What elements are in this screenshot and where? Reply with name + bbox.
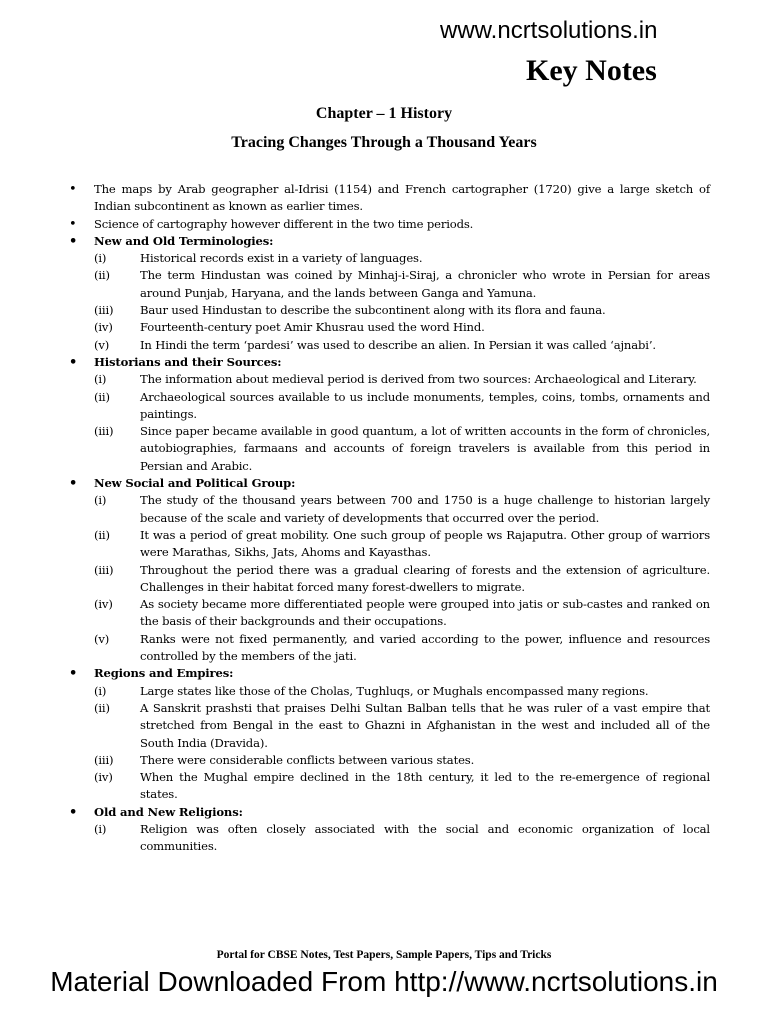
item-text: Since paper became available in good quantum, a lot of written accounts in the form of chronicles, autobiographies, farmaans and accounts of foreign travelers is available from this period in Persian and Arabic. bbox=[140, 424, 710, 473]
list-item bbox=[62, 492, 710, 527]
list-item bbox=[62, 250, 710, 267]
item-number: (i) bbox=[94, 372, 107, 387]
list-item bbox=[62, 752, 710, 769]
item-number: (iv) bbox=[94, 770, 113, 785]
section-heading: • New and Old Terminologies: bbox=[62, 233, 710, 250]
list-item bbox=[62, 267, 710, 302]
doc-label: Key Notes bbox=[526, 54, 657, 87]
item-number: (ii) bbox=[94, 700, 110, 715]
item-number: (i) bbox=[94, 251, 107, 266]
list-item bbox=[62, 769, 710, 804]
item-number: (iv) bbox=[94, 597, 113, 612]
list-item bbox=[62, 371, 710, 388]
item-text: Large states like those of the Cholas, Tughluqs, or Mughals encompassed many regions. bbox=[140, 683, 649, 698]
list-item bbox=[62, 700, 710, 752]
list-item bbox=[62, 821, 710, 856]
list-item bbox=[62, 319, 710, 336]
list-item bbox=[62, 389, 710, 424]
list-item bbox=[62, 337, 710, 354]
item-text: In Hindi the term ‘pardesi’ was used to describe an alien. In Persian it was called ‘ajnabi’. bbox=[140, 337, 656, 352]
notes-body bbox=[62, 181, 710, 856]
item-number: (iv) bbox=[94, 320, 113, 335]
item-number: (i) bbox=[94, 683, 107, 698]
item-text: When the Mughal empire declined in the 18th century, it led to the re-emergence of regional states. bbox=[140, 770, 710, 802]
intro-bullet: • Science of cartography however different in the two time periods. bbox=[62, 216, 710, 233]
item-text: Baur used Hindustan to describe the subcontinent along with its flora and fauna. bbox=[140, 303, 606, 318]
item-number: (ii) bbox=[94, 268, 110, 283]
list-item bbox=[62, 302, 710, 319]
item-text: As society became more differentiated people were grouped into jatis or sub-castes and ranked on the basis of their backgrounds and their occupations. bbox=[140, 597, 710, 629]
item-number: (v) bbox=[94, 337, 110, 352]
list-item bbox=[62, 423, 710, 475]
item-text: Throughout the period there was a gradual clearing of forests and the extension of agriculture. Challenges in their habitat forced many forest-dwellers to migrate. bbox=[140, 562, 710, 594]
item-text: It was a period of great mobility. One such group of people ws Rajaputra. Other group of warriors were Marathas, Sikhs, Jats, Ahoms and Kayasthas. bbox=[140, 527, 710, 560]
footer-portal-text: Portal for CBSE Notes, Test Papers, Sample Papers, Tips and Tricks bbox=[216, 949, 552, 961]
item-text: There were considerable conflicts between various states. bbox=[140, 752, 475, 767]
section-heading: • Historians and their Sources: bbox=[62, 354, 710, 371]
intro-bullet: • The maps by Arab geographer al-Idrisi (1154) and French cartographer (1720) give a large sketch of Indian subcontinent as known as earlier times. bbox=[62, 181, 710, 216]
item-text: The information about medieval period is derived from two sources: Archaeological and Literary. bbox=[140, 372, 697, 387]
list-item bbox=[62, 596, 710, 631]
item-number: (iii) bbox=[94, 424, 114, 439]
chapter-title: Chapter – 1 History bbox=[315, 105, 453, 122]
item-number: (ii) bbox=[94, 389, 110, 404]
item-number: (iii) bbox=[94, 752, 114, 767]
item-text: The study of the thousand years between 700 and 1750 is a huge challenge to historian largely because of the scale and variety of developments that occurred over the period. bbox=[140, 493, 710, 525]
item-text: Ranks were not fixed permanently, and varied according to the power, influence and resources controlled by the members of the jati. bbox=[140, 631, 710, 664]
item-number: (ii) bbox=[94, 527, 110, 542]
item-number: (iii) bbox=[94, 562, 114, 577]
item-text: Fourteenth-century poet Amir Khusrau used the word Hind. bbox=[140, 320, 485, 335]
section-heading: • Old and New Religions: bbox=[62, 804, 710, 821]
item-number: (iii) bbox=[94, 303, 114, 318]
item-text: Historical records exist in a variety of languages. bbox=[140, 251, 423, 266]
list-item bbox=[62, 527, 710, 562]
list-item bbox=[62, 683, 710, 700]
item-text: Archaeological sources available to us include monuments, temples, coins, tombs, ornaments and paintings. bbox=[140, 389, 710, 421]
site-url: www.ncrtsolutions.in bbox=[440, 17, 658, 44]
item-text: The term Hindustan was coined by Minhaj-i-Siraj, a chronicler who wrote in Persian for areas around Punjab, Haryana, and the lands between Ganga and Yamuna. bbox=[140, 268, 710, 300]
list-item bbox=[62, 631, 710, 666]
chapter-subtitle: Tracing Changes Through a Thousand Years bbox=[231, 134, 537, 151]
item-number: (v) bbox=[94, 631, 110, 646]
section-heading: • New Social and Political Group: bbox=[62, 475, 710, 492]
item-number: (i) bbox=[94, 493, 107, 508]
item-text: A Sanskrit prashsti that praises Delhi Sultan Balban tells that he was ruler of a vast empire that stretched from Bengal in the east to Ghazni in Afghanistan in the west and included all of the South India (Dravida). bbox=[140, 700, 710, 750]
section-heading: • Regions and Empires: bbox=[62, 665, 710, 682]
footer-download-text: Material Downloaded From http://www.ncrtsolutions.in bbox=[50, 966, 718, 997]
list-item bbox=[62, 562, 710, 597]
item-text: Religion was often closely associated with the social and economic organization of local communities. bbox=[140, 821, 710, 854]
item-number: (i) bbox=[94, 821, 107, 836]
